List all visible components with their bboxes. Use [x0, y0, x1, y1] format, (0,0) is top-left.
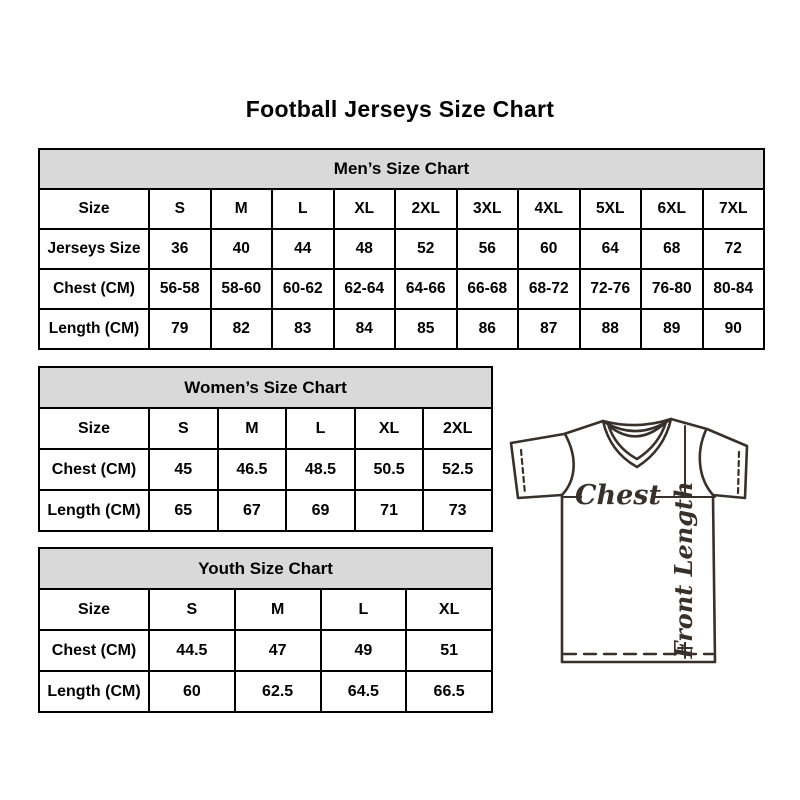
men-cell: 86: [457, 309, 519, 349]
men-cell: 56-58: [149, 269, 211, 309]
men-cell: 79: [149, 309, 211, 349]
men-cell: 89: [641, 309, 703, 349]
page-title: Football Jerseys Size Chart: [245, 96, 555, 122]
men-cell: M: [211, 189, 273, 229]
men-cell: 44: [272, 229, 334, 269]
women-cell: 46.5: [218, 449, 287, 490]
men-cell: 87: [518, 309, 580, 349]
women-cell: 67: [218, 490, 287, 531]
men-cell: 58-60: [211, 269, 273, 309]
men-cell: 66-68: [457, 269, 519, 309]
chest-label: Chest: [575, 480, 661, 511]
mens-size-chart-table: [38, 148, 765, 350]
men-cell: 72-76: [580, 269, 642, 309]
men-cell: 64-66: [395, 269, 457, 309]
men-cell: 88: [580, 309, 642, 349]
men-cell: 4XL: [518, 189, 580, 229]
men-row-label: Length (CM): [39, 309, 149, 349]
men-cell: 7XL: [703, 189, 765, 229]
men-cell: S: [149, 189, 211, 229]
women-table-title: Women’s Size Chart: [39, 367, 492, 408]
left-cuff-stitch-line: [521, 450, 525, 494]
youth-cell: 60: [149, 671, 235, 712]
men-cell: 83: [272, 309, 334, 349]
youth-row-label: Length (CM): [39, 671, 149, 712]
women-cell: S: [149, 408, 218, 449]
women-cell: 45: [149, 449, 218, 490]
men-cell: 40: [211, 229, 273, 269]
youth-cell: 47: [235, 630, 321, 671]
men-cell: 82: [211, 309, 273, 349]
men-cell: XL: [334, 189, 396, 229]
men-cell: 62-64: [334, 269, 396, 309]
men-cell: 76-80: [641, 269, 703, 309]
left-armhole-seam: [562, 434, 574, 495]
women-row-label: Size: [39, 408, 149, 449]
youth-cell: 64.5: [321, 671, 407, 712]
women-cell: XL: [355, 408, 424, 449]
youth-table-title: Youth Size Chart: [39, 548, 492, 589]
men-cell: 5XL: [580, 189, 642, 229]
men-table-title: Men’s Size Chart: [39, 149, 764, 189]
men-cell: 68: [641, 229, 703, 269]
youth-cell: 44.5: [149, 630, 235, 671]
men-cell: 85: [395, 309, 457, 349]
youth-cell: L: [321, 589, 407, 630]
men-cell: 72: [703, 229, 765, 269]
women-cell: L: [286, 408, 355, 449]
women-cell: 50.5: [355, 449, 424, 490]
men-cell: 90: [703, 309, 765, 349]
women-cell: 48.5: [286, 449, 355, 490]
women-cell: 71: [355, 490, 424, 531]
men-cell: 2XL: [395, 189, 457, 229]
youth-cell: 62.5: [235, 671, 321, 712]
jersey-measurement-diagram: [498, 400, 774, 668]
youth-cell: 49: [321, 630, 407, 671]
men-cell: 6XL: [641, 189, 703, 229]
right-armhole-seam: [700, 430, 713, 495]
women-row-label: Length (CM): [39, 490, 149, 531]
youth-size-chart-table: [38, 547, 493, 713]
men-cell: 36: [149, 229, 211, 269]
youth-cell: 66.5: [406, 671, 492, 712]
men-cell: 3XL: [457, 189, 519, 229]
women-cell: 52.5: [423, 449, 492, 490]
women-cell: 73: [423, 490, 492, 531]
youth-cell: M: [235, 589, 321, 630]
men-cell: 56: [457, 229, 519, 269]
men-cell: 64: [580, 229, 642, 269]
men-cell: 60-62: [272, 269, 334, 309]
men-cell: 48: [334, 229, 396, 269]
youth-cell: S: [149, 589, 235, 630]
men-row-label: Chest (CM): [39, 269, 149, 309]
right-cuff-stitch-line: [738, 452, 739, 494]
men-cell: 60: [518, 229, 580, 269]
women-cell: 65: [149, 490, 218, 531]
men-cell: 52: [395, 229, 457, 269]
women-cell: 2XL: [423, 408, 492, 449]
men-row-label: Size: [39, 189, 149, 229]
youth-row-label: Chest (CM): [39, 630, 149, 671]
women-row-label: Chest (CM): [39, 449, 149, 490]
men-cell: 68-72: [518, 269, 580, 309]
youth-cell: 51: [406, 630, 492, 671]
front-length-label: Front Length: [669, 481, 698, 659]
youth-cell: XL: [406, 589, 492, 630]
men-cell: L: [272, 189, 334, 229]
women-cell: 69: [286, 490, 355, 531]
men-row-label: Jerseys Size: [39, 229, 149, 269]
youth-row-label: Size: [39, 589, 149, 630]
men-cell: 84: [334, 309, 396, 349]
womens-size-chart-table: [38, 366, 493, 532]
women-cell: M: [218, 408, 287, 449]
men-cell: 80-84: [703, 269, 765, 309]
